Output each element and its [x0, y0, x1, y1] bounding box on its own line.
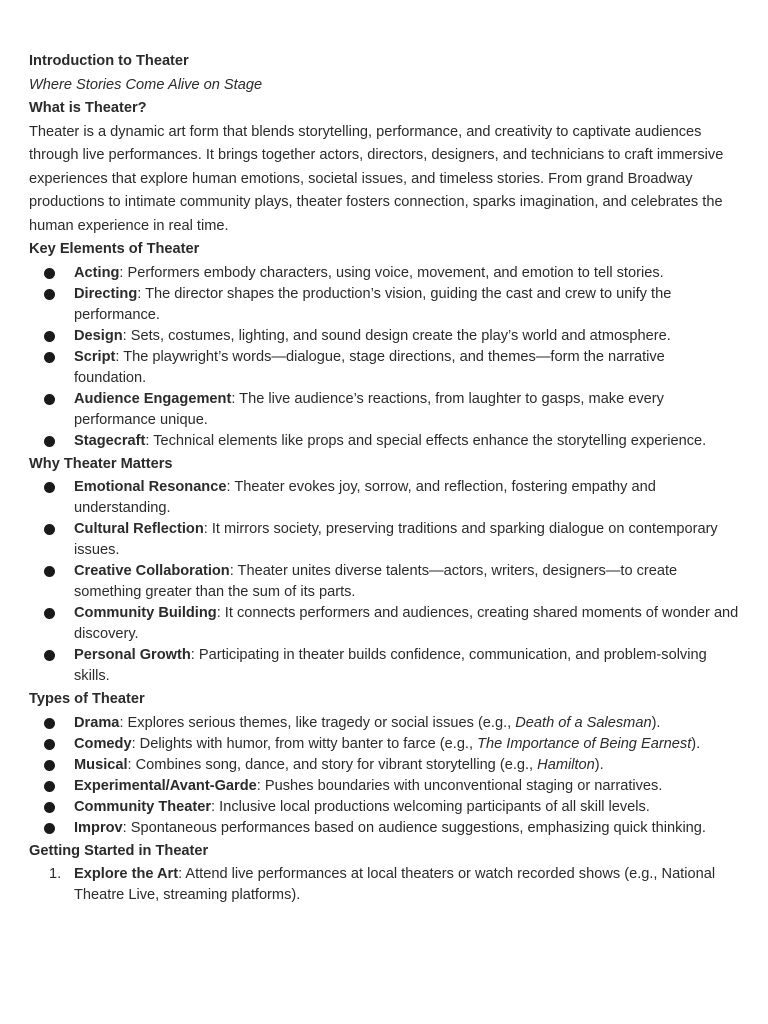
list-item-term: Emotional Resonance: [74, 479, 227, 496]
list-item: [29, 326, 741, 347]
list-item-text: : Theater evokes joy, sorrow, and reflection, fostering empathy and understanding.: [74, 479, 656, 517]
list-item: [29, 818, 741, 839]
list-item-text: : Attend live performances at local theaters or watch recorded shows (e.g., National Theatre Live, streaming platforms).: [74, 866, 716, 904]
bullet-icon: [44, 482, 55, 493]
work-title: Death of a Salesman: [515, 714, 652, 731]
list-item: [29, 864, 741, 906]
list-item: [29, 797, 741, 818]
list-item-term: Cultural Reflection: [74, 521, 204, 538]
list-item-text: : The live audience’s reactions, from laughter to gasps, make every performance unique.: [74, 390, 664, 428]
section-heading-types-of-theater: Types of Theater: [29, 691, 145, 708]
list-item-term: Improv: [74, 819, 123, 836]
why-theater-matters-list: [29, 477, 741, 687]
list-item-text: : Participating in theater builds confidence, communication, and problem-solving skills.: [74, 647, 707, 685]
list-item: [29, 755, 741, 776]
bullet-icon: [44, 436, 55, 447]
list-item-term: Creative Collaboration: [74, 563, 230, 580]
list-item: [29, 389, 741, 431]
document-body: [29, 50, 741, 907]
list-item: [29, 776, 741, 797]
document-subtitle: Where Stories Come Alive on Stage: [29, 76, 263, 93]
document-title: Introduction to Theater: [29, 53, 189, 69]
bullet-icon: [44, 289, 55, 300]
list-item-text: : It mirrors society, preserving traditions and sparking dialogue on contemporary issues.: [74, 521, 718, 559]
list-item-term: Directing: [74, 285, 138, 302]
list-item-term: Audience Engagement: [74, 390, 232, 407]
work-title: Hamilton: [537, 756, 595, 773]
list-item-text: : Combines song, dance, and story for vibrant storytelling (e.g.,: [127, 756, 538, 773]
list-item: [29, 734, 741, 755]
list-item-text: : Inclusive local productions welcoming participants of all skill levels.: [211, 798, 650, 815]
list-item-term: Stagecraft: [74, 432, 146, 449]
list-item-text-end: ).: [651, 714, 661, 731]
bullet-icon: [44, 566, 55, 577]
list-item-term: Script: [74, 348, 116, 365]
list-item-term: Musical: [74, 756, 128, 773]
list-item-text: : Performers embody characters, using voice, movement, and emotion to tell stories.: [119, 264, 664, 281]
list-item-term: Personal Growth: [74, 647, 191, 664]
key-elements-list: [29, 263, 741, 452]
bullet-icon: [44, 781, 55, 792]
section-heading-getting-started: Getting Started in Theater: [29, 842, 209, 859]
bullet-icon: [44, 802, 55, 813]
list-item-term: Community Theater: [74, 798, 212, 815]
list-item: [29, 263, 741, 284]
list-item-text: : Spontaneous performances based on audience suggestions, emphasizing quick thinking.: [122, 819, 706, 836]
section-heading-key-elements: Key Elements of Theater: [29, 241, 200, 258]
list-item: [29, 347, 741, 389]
bullet-icon: [44, 823, 55, 834]
bullet-icon: [44, 760, 55, 771]
bullet-icon: [44, 608, 55, 619]
types-of-theater-list: [29, 713, 741, 839]
list-item-term: Comedy: [74, 735, 132, 752]
list-item-term: Explore the Art: [74, 866, 179, 883]
list-item-text: : Theater unites diverse talents—actors, writers, designers—to create something greater than the sum of its parts.: [74, 563, 678, 601]
list-item-text: : Sets, costumes, lighting, and sound design create the play’s world and atmosphere.: [122, 327, 671, 344]
intro-paragraph: Theater is a dynamic art form that blends storytelling, performance, and creativity to captivate audiences through live performances. It brings together actors, directors, designers, and technicians to craft immersive experiences that explore human emotions, societal issues, and timeless stories. From grand Broadway productions to intimate community plays, theater fosters connection, sparks imagination, and celebrates the human experience in real time.: [29, 123, 724, 234]
list-item: [29, 431, 741, 452]
list-item: [29, 519, 741, 561]
list-item-term: Experimental/Avant-Garde: [74, 777, 257, 794]
list-item-text-end: ).: [594, 756, 604, 773]
work-title: The Importance of Being Earnest: [477, 735, 692, 752]
bullet-icon: [44, 524, 55, 535]
bullet-icon: [44, 352, 55, 363]
bullet-icon: [44, 394, 55, 405]
list-item-text: : It connects performers and audiences, creating shared moments of wonder and discovery.: [74, 605, 739, 643]
bullet-icon: [44, 718, 55, 729]
list-item-text: : Pushes boundaries with unconventional staging or narratives.: [256, 777, 663, 794]
list-item-text-end: ).: [691, 735, 701, 752]
list-item-text: : The director shapes the production’s vision, guiding the cast and crew to unify the performance.: [74, 285, 672, 323]
getting-started-list: [29, 864, 741, 906]
list-item: [29, 561, 741, 603]
list-item-text: : The playwright’s words—dialogue, stage directions, and themes—form the narrative foundation.: [74, 348, 665, 386]
section-heading-why-theater-matters: Why Theater Matters: [29, 455, 173, 472]
list-item-text: : Delights with humor, from witty banter to farce (e.g.,: [131, 735, 478, 752]
list-item-term: Acting: [74, 264, 120, 281]
list-item: [29, 284, 741, 326]
list-item-text: : Explores serious themes, like tragedy or social issues (e.g.,: [119, 714, 516, 731]
list-item-term: Design: [74, 327, 123, 344]
bullet-icon: [44, 268, 55, 279]
bullet-icon: [44, 650, 55, 661]
list-item-term: Drama: [74, 714, 120, 731]
section-heading-what-is-theater: What is Theater?: [29, 100, 147, 116]
list-item-text: : Technical elements like props and special effects enhance the storytelling experience.: [145, 432, 707, 449]
step-number: 1.: [49, 866, 62, 883]
bullet-icon: [44, 331, 55, 342]
list-item: [29, 603, 741, 645]
list-item: [29, 713, 741, 734]
list-item: [29, 645, 741, 687]
list-item: [29, 477, 741, 519]
bullet-icon: [44, 739, 55, 750]
list-item-term: Community Building: [74, 605, 217, 622]
